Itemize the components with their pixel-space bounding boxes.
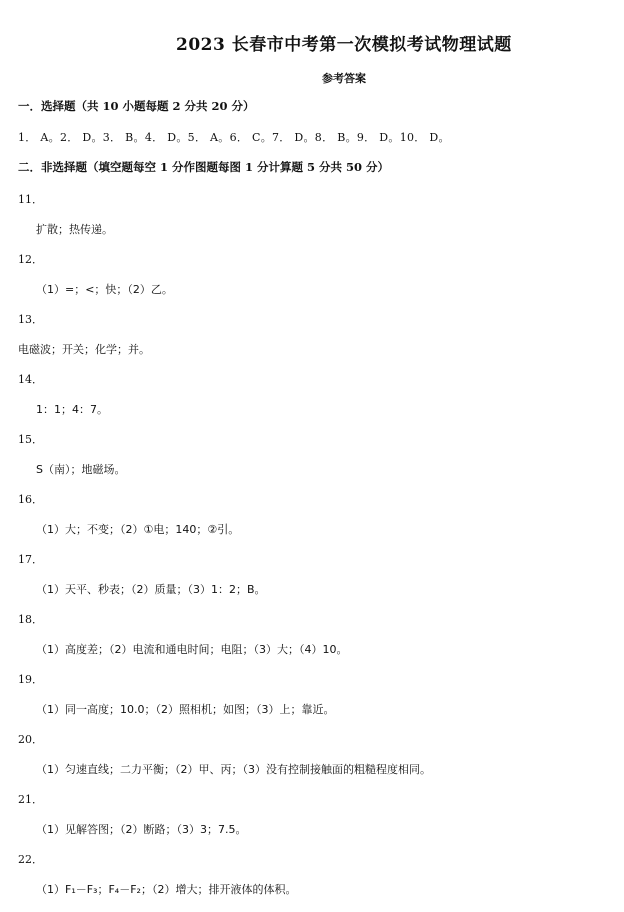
question-answer: S（南）；地磁场。 xyxy=(36,463,126,476)
question-number: 19． xyxy=(18,673,43,686)
question-answer: 电磁波；开关；化学；并。 xyxy=(18,343,150,356)
choice-answers: 1． A。2． D。3． B。4． D。5． A。6． C。7． D。8． B。9． D。10． D。 xyxy=(18,131,450,144)
question-number: 22． xyxy=(18,853,43,866)
question-number: 11． xyxy=(18,193,43,206)
question-answer: 扩散；热传递。 xyxy=(36,223,113,236)
question-answer: （1）大；不变；（2）①电；140；②引。 xyxy=(36,523,240,536)
question-number: 21． xyxy=(18,793,43,806)
question-number: 12． xyxy=(18,253,43,266)
question-number: 20． xyxy=(18,733,43,746)
document-subtitle: 参考答案 xyxy=(322,72,366,85)
question-answer: （1）同一高度；10.0；（2）照相机；如图；（3）上；靠近。 xyxy=(36,703,335,716)
document-title: 2023 长春市中考第一次模拟考试物理试题 xyxy=(176,35,512,55)
question-answer: （1）天平、秒表；（2）质量；（3）1：2；B。 xyxy=(36,583,266,596)
question-answer: （1）匀速直线；二力平衡；（2）甲、丙；（3）没有控制接触面的粗糙程度相同。 xyxy=(36,763,431,776)
question-number: 16． xyxy=(18,493,43,506)
section-heading-nonchoice: 二．非选择题（填空题每空 1 分作图题每图 1 分计算题 5 分共 50 分） xyxy=(18,160,390,174)
question-number: 13． xyxy=(18,313,43,326)
question-number: 15． xyxy=(18,433,43,446)
question-number: 18． xyxy=(18,613,43,626)
question-number: 14． xyxy=(18,373,43,386)
question-answer: （1）高度差；（2）电流和通电时间；电阻；（3）大；（4）10。 xyxy=(36,643,348,656)
question-answer: （1）F₁－F₃；F₄－F₂；（2）增大；排开液体的体积。 xyxy=(36,883,297,896)
question-number: 17． xyxy=(18,553,43,566)
question-answer: （1）见解答图；（2）断路；（3）3；7.5。 xyxy=(36,823,247,836)
section-heading-choice: 一．选择题（共 10 小题每题 2 分共 20 分） xyxy=(18,99,255,113)
question-answer: 1：1；4：7。 xyxy=(36,403,108,416)
question-answer: （1）=；<；快；（2）乙。 xyxy=(36,283,173,296)
